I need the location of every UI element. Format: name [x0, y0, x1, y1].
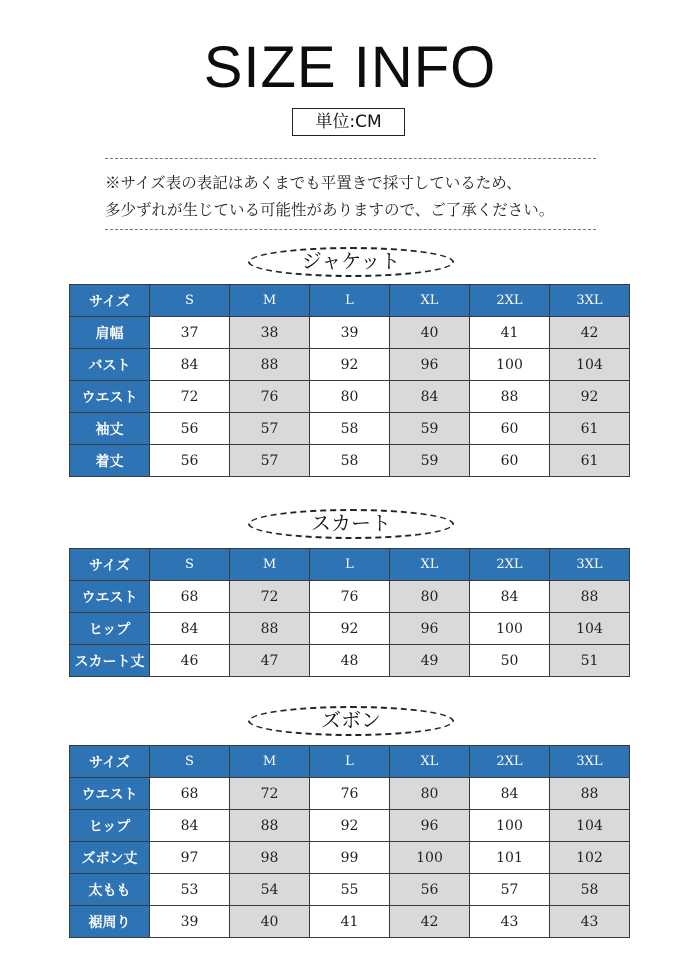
measurement-cell: 39	[310, 317, 390, 349]
measurement-cell: 88	[550, 778, 630, 810]
size-column-header: 2XL	[470, 549, 550, 581]
measurement-cell: 51	[550, 645, 630, 677]
measurement-cell: 49	[390, 645, 470, 677]
jacket-size-table	[69, 284, 630, 477]
size-column-header: L	[310, 549, 390, 581]
size-header-row	[70, 549, 630, 581]
size-column-header: XL	[390, 549, 470, 581]
skirt-size-table	[69, 548, 630, 677]
measurement-cell: 60	[470, 445, 550, 477]
measurement-cell: 76	[310, 581, 390, 613]
measurement-cell: 56	[150, 445, 230, 477]
measurement-cell: 72	[230, 581, 310, 613]
measurement-cell: 76	[310, 778, 390, 810]
divider-bottom	[105, 229, 596, 230]
size-column-header: 3XL	[550, 549, 630, 581]
measurement-cell: 55	[310, 874, 390, 906]
size-column-header: L	[310, 285, 390, 317]
measurement-cell: 97	[150, 842, 230, 874]
measurement-cell: 100	[470, 810, 550, 842]
note-line-2: 多少ずれが生じている可能性がありますので、ご了承ください。	[105, 201, 555, 219]
size-header-row	[70, 285, 630, 317]
divider-top	[105, 158, 596, 159]
measurement-cell: 57	[230, 413, 310, 445]
table-row	[70, 349, 630, 381]
measurement-cell: 58	[310, 413, 390, 445]
size-column-header: S	[150, 549, 230, 581]
size-column-header: M	[230, 746, 310, 778]
table-row	[70, 906, 630, 938]
measurement-cell: 99	[310, 842, 390, 874]
table-row	[70, 413, 630, 445]
measurement-cell: 54	[230, 874, 310, 906]
measurement-cell: 104	[550, 810, 630, 842]
measurement-cell: 41	[310, 906, 390, 938]
size-column-header: L	[310, 746, 390, 778]
measurement-cell: 80	[310, 381, 390, 413]
size-header-label: サイズ	[70, 285, 150, 317]
measurement-cell: 72	[230, 778, 310, 810]
row-label: 肩幅	[70, 317, 150, 349]
measurement-cell: 88	[470, 381, 550, 413]
size-column-header: S	[150, 285, 230, 317]
size-column-header: M	[230, 285, 310, 317]
measurement-cell: 96	[390, 349, 470, 381]
measurement-cell: 92	[310, 810, 390, 842]
row-label: バスト	[70, 349, 150, 381]
measurement-cell: 61	[550, 413, 630, 445]
measurement-cell: 84	[470, 778, 550, 810]
pants-size-table	[69, 745, 630, 938]
measurement-cell: 100	[470, 349, 550, 381]
measurement-cell: 59	[390, 445, 470, 477]
measurement-cell: 56	[150, 413, 230, 445]
size-column-header: 3XL	[550, 285, 630, 317]
measurement-cell: 104	[550, 613, 630, 645]
table-row	[70, 445, 630, 477]
size-column-header: 2XL	[470, 746, 550, 778]
measurement-cell: 40	[390, 317, 470, 349]
measurement-cell: 42	[550, 317, 630, 349]
measurement-cell: 80	[390, 778, 470, 810]
measurement-cell: 60	[470, 413, 550, 445]
row-label: 着丈	[70, 445, 150, 477]
row-label: 裾周り	[70, 906, 150, 938]
measurement-cell: 59	[390, 413, 470, 445]
table-row	[70, 645, 630, 677]
row-label: ヒップ	[70, 810, 150, 842]
measurement-cell: 100	[390, 842, 470, 874]
measurement-cell: 68	[150, 778, 230, 810]
size-header-label: サイズ	[70, 549, 150, 581]
measurement-cell: 56	[390, 874, 470, 906]
measurement-cell: 40	[230, 906, 310, 938]
measurement-cell: 84	[150, 810, 230, 842]
table-row	[70, 874, 630, 906]
measurement-cell: 92	[310, 349, 390, 381]
table-row	[70, 842, 630, 874]
skirt-section-title: スカート	[248, 509, 454, 539]
measurement-cell: 92	[550, 381, 630, 413]
jacket-section-title: ジャケット	[248, 247, 454, 277]
measurement-cell: 50	[470, 645, 550, 677]
table-row	[70, 581, 630, 613]
measurement-cell: 104	[550, 349, 630, 381]
size-column-header: 3XL	[550, 746, 630, 778]
measurement-cell: 57	[470, 874, 550, 906]
measurement-cell: 102	[550, 842, 630, 874]
row-label: ウエスト	[70, 381, 150, 413]
row-label: ウエスト	[70, 581, 150, 613]
measurement-cell: 96	[390, 613, 470, 645]
measurement-cell: 46	[150, 645, 230, 677]
measurement-cell: 84	[150, 613, 230, 645]
measurement-cell: 53	[150, 874, 230, 906]
measurement-cell: 88	[230, 349, 310, 381]
measurement-cell: 101	[470, 842, 550, 874]
row-label: 袖丈	[70, 413, 150, 445]
measurement-cell: 68	[150, 581, 230, 613]
table-row	[70, 778, 630, 810]
measurement-cell: 39	[150, 906, 230, 938]
measurement-cell: 98	[230, 842, 310, 874]
size-header-label: サイズ	[70, 746, 150, 778]
measurement-cell: 88	[230, 613, 310, 645]
size-column-header: S	[150, 746, 230, 778]
measurement-cell: 57	[230, 445, 310, 477]
row-label: ズボン丈	[70, 842, 150, 874]
row-label: スカート丈	[70, 645, 150, 677]
table-row	[70, 810, 630, 842]
size-column-header: M	[230, 549, 310, 581]
row-label: ヒップ	[70, 613, 150, 645]
measurement-cell: 84	[390, 381, 470, 413]
row-label: ウエスト	[70, 778, 150, 810]
measurement-cell: 80	[390, 581, 470, 613]
measurement-cell: 43	[470, 906, 550, 938]
measurement-cell: 47	[230, 645, 310, 677]
measurement-cell: 43	[550, 906, 630, 938]
measurement-cell: 84	[150, 349, 230, 381]
measurement-cell: 76	[230, 381, 310, 413]
size-column-header: 2XL	[470, 285, 550, 317]
size-header-row	[70, 746, 630, 778]
size-column-header: XL	[390, 285, 470, 317]
measurement-cell: 88	[230, 810, 310, 842]
note-line-1: ※サイズ表の表記はあくまでも平置きで採寸しているため、	[105, 174, 522, 192]
measurement-cell: 58	[310, 445, 390, 477]
table-row	[70, 381, 630, 413]
measurement-cell: 96	[390, 810, 470, 842]
measurement-cell: 48	[310, 645, 390, 677]
unit-label: 単位:CM	[292, 108, 405, 136]
measurement-cell: 41	[470, 317, 550, 349]
measurement-cell: 88	[550, 581, 630, 613]
pants-section-title: ズボン	[248, 706, 454, 736]
measurement-cell: 84	[470, 581, 550, 613]
row-label: 太もも	[70, 874, 150, 906]
measurement-cell: 38	[230, 317, 310, 349]
measurement-cell: 37	[150, 317, 230, 349]
table-row	[70, 317, 630, 349]
measurement-cell: 92	[310, 613, 390, 645]
measurement-cell: 100	[470, 613, 550, 645]
measurement-cell: 61	[550, 445, 630, 477]
size-column-header: XL	[390, 746, 470, 778]
page-title: SIZE INFO	[203, 35, 497, 100]
measurement-cell: 58	[550, 874, 630, 906]
measurement-cell: 72	[150, 381, 230, 413]
table-row	[70, 613, 630, 645]
measurement-cell: 42	[390, 906, 470, 938]
